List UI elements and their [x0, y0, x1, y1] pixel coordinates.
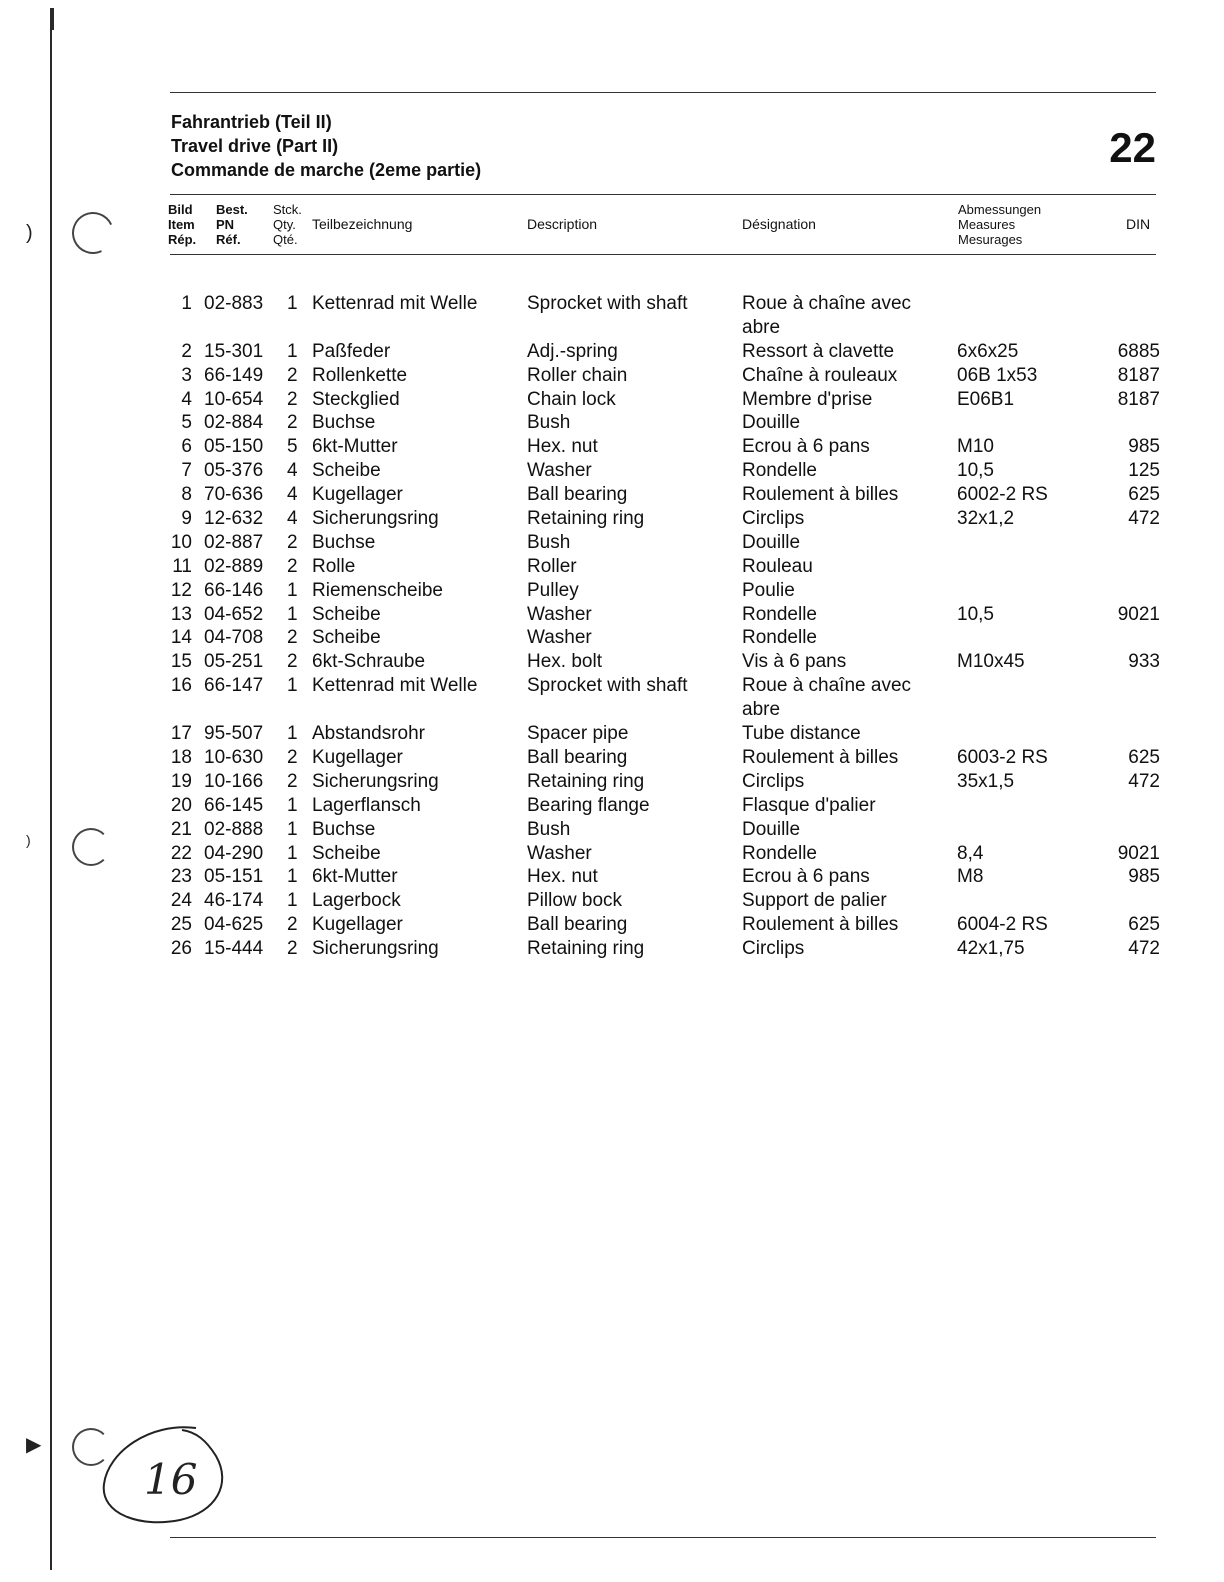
cell-din-standard: 472: [1128, 508, 1160, 530]
edge-mark-middle: ): [26, 832, 31, 848]
cell-quantity: 2: [287, 651, 298, 673]
cell-item-number: 18: [170, 746, 192, 768]
cell-quantity: 2: [287, 770, 298, 792]
table-row: [0, 626, 1224, 650]
cell-measures: 6003-2 RS: [957, 746, 1048, 768]
cell-item-number: 5: [181, 412, 192, 434]
header-bottom-rule: [170, 254, 1156, 255]
cell-french-designation: Roulement à billes: [742, 484, 899, 506]
cell-quantity: 1: [287, 579, 298, 601]
cell-measures: M8: [957, 866, 984, 888]
cell-french-designation: Flasque d'palier: [742, 794, 876, 816]
cell-part-number: 05-376: [204, 460, 264, 482]
cell-part-number: 05-251: [204, 651, 264, 673]
header-qty: Stck. Qty. Qté.: [273, 202, 302, 247]
cell-german-name: Scheibe: [312, 460, 381, 482]
table-row: [0, 483, 1224, 507]
cell-din-standard: 625: [1128, 914, 1160, 936]
cell-english-description: Sprocket with shaft: [527, 293, 688, 314]
cell-french-designation: Tube distance: [742, 723, 861, 745]
cell-din-standard: 8187: [1117, 388, 1160, 410]
cell-english-description: Ball bearing: [527, 746, 628, 768]
cell-quantity: 4: [287, 460, 298, 482]
cell-german-name: Steckglied: [312, 388, 400, 410]
table-row: [0, 913, 1224, 937]
cell-french-designation: Douille: [742, 818, 801, 840]
table-row: [0, 818, 1224, 842]
header-pn: Best. PN Réf.: [216, 202, 248, 247]
cell-part-number: 70-636: [204, 484, 264, 506]
cell-item-number: 4: [181, 388, 192, 410]
cell-part-number: 10-654: [204, 388, 264, 410]
table-row: [0, 650, 1224, 674]
title-french: Commande de marche (2eme partie): [171, 160, 482, 180]
header-german: Teilbezeichnung: [312, 216, 413, 232]
title-block: [171, 110, 481, 182]
cell-english-description: Bush: [527, 531, 571, 553]
header-item: Bild Item Rép.: [168, 202, 197, 247]
cell-item-number: 23: [170, 866, 192, 888]
table-row: [0, 865, 1224, 889]
cell-quantity: 1: [287, 723, 298, 745]
top-rule: [170, 92, 1156, 93]
table-row: [0, 674, 1224, 722]
parts-list: [0, 292, 1224, 961]
cell-french-designation: Roulement à billes: [742, 914, 899, 936]
cell-english-description: Washer: [527, 603, 592, 625]
cell-french-designation: Roue à chaîne avec abre: [742, 293, 912, 338]
cell-quantity: 1: [287, 866, 298, 888]
cell-english-description: Sprocket with shaft: [527, 675, 688, 697]
cell-part-number: 04-708: [204, 627, 264, 649]
cell-item-number: 25: [170, 914, 192, 936]
cell-part-number: 02-888: [204, 818, 264, 840]
cell-english-description: Pulley: [527, 579, 579, 601]
cell-part-number: 46-174: [204, 890, 264, 912]
cell-english-description: Retaining ring: [527, 508, 645, 530]
table-row: [0, 579, 1224, 603]
cell-part-number: 66-147: [204, 675, 264, 697]
cell-quantity: 1: [287, 293, 298, 314]
cell-part-number: 66-146: [204, 579, 264, 601]
header-top-rule: [170, 194, 1156, 195]
cell-part-number: 10-630: [204, 746, 264, 768]
cell-quantity: 2: [287, 531, 298, 553]
table-row: [0, 770, 1224, 794]
cell-german-name: Kugellager: [312, 914, 403, 936]
cell-item-number: 10: [170, 531, 192, 553]
cell-din-standard: 985: [1128, 436, 1160, 458]
cell-din-standard: 9021: [1117, 603, 1160, 625]
cell-quantity: 1: [287, 890, 298, 912]
header-measures: Abmessungen Measures Mesurages: [958, 202, 1042, 247]
table-row: [0, 459, 1224, 483]
cell-german-name: Rolle: [312, 555, 356, 577]
cell-english-description: Retaining ring: [527, 770, 645, 792]
table-row: [0, 889, 1224, 913]
handwritten-number: 16: [144, 1455, 198, 1504]
cell-measures: 42x1,75: [957, 938, 1025, 960]
table-row: [0, 531, 1224, 555]
cell-item-number: 19: [170, 770, 192, 792]
title-german: Fahrantrieb (Teil II): [171, 112, 332, 132]
table-row: [0, 794, 1224, 818]
table-row: [0, 292, 1224, 340]
cell-french-designation: Support de palier: [742, 890, 887, 912]
handwritten-circled-note: [100, 1422, 228, 1526]
cell-quantity: 2: [287, 746, 298, 768]
cell-english-description: Bearing flange: [527, 794, 650, 816]
cell-french-designation: Rondelle: [742, 460, 817, 482]
cell-measures: 06B 1x53: [957, 364, 1038, 386]
cell-german-name: 6kt-Mutter: [312, 436, 398, 458]
cell-german-name: Sicherungsring: [312, 938, 439, 960]
table-row: [0, 411, 1224, 435]
cell-english-description: Pillow bock: [527, 890, 623, 912]
cell-din-standard: 8187: [1117, 364, 1160, 386]
cell-item-number: 15: [170, 651, 192, 673]
cell-french-designation: Ressort à clavette: [742, 340, 895, 362]
title-english: Travel drive (Part II): [171, 136, 339, 156]
cell-english-description: Washer: [527, 460, 592, 482]
cell-quantity: 1: [287, 842, 298, 864]
cell-part-number: 66-149: [204, 364, 264, 386]
cell-english-description: Adj.-spring: [527, 340, 618, 362]
cell-french-designation: Poulie: [742, 579, 795, 601]
cell-french-designation: Douille: [742, 412, 801, 434]
cell-item-number: 17: [170, 723, 192, 745]
cell-part-number: 10-166: [204, 770, 264, 792]
cell-part-number: 05-151: [204, 866, 264, 888]
cell-part-number: 02-887: [204, 531, 264, 553]
cell-french-designation: Circlips: [742, 938, 805, 960]
cell-measures: 10,5: [957, 460, 994, 482]
cell-german-name: Lagerflansch: [312, 794, 421, 816]
cell-item-number: 21: [170, 818, 192, 840]
cell-item-number: 7: [181, 460, 192, 482]
cell-german-name: Sicherungsring: [312, 508, 439, 530]
cell-part-number: 95-507: [204, 723, 264, 745]
cell-german-name: Buchse: [312, 412, 376, 434]
cell-french-designation: Ecrou à 6 pans: [742, 866, 870, 888]
cell-item-number: 20: [170, 794, 192, 816]
cell-item-number: 26: [170, 938, 192, 960]
cell-english-description: Ball bearing: [527, 914, 628, 936]
cell-english-description: Retaining ring: [527, 938, 645, 960]
cell-quantity: 1: [287, 603, 298, 625]
column-headers: [0, 200, 1224, 252]
cell-part-number: 02-889: [204, 555, 264, 577]
cell-measures: M10x45: [957, 651, 1025, 673]
cell-item-number: 1: [181, 293, 192, 314]
cell-din-standard: 472: [1128, 938, 1160, 960]
cell-measures: E06B1: [957, 388, 1015, 410]
cell-measures: 32x1,2: [957, 508, 1015, 530]
cell-item-number: 13: [170, 603, 192, 625]
cell-french-designation: Chaîne à rouleaux: [742, 364, 898, 386]
cell-german-name: Riemenscheibe: [312, 579, 443, 601]
cell-german-name: Kugellager: [312, 484, 403, 506]
cell-item-number: 6: [181, 436, 192, 458]
cell-item-number: 11: [172, 555, 192, 577]
cell-measures: 35x1,5: [957, 770, 1015, 792]
cell-measures: 8,4: [957, 842, 984, 864]
cell-part-number: 15-444: [204, 938, 264, 960]
table-row: [0, 507, 1224, 531]
cell-din-standard: 472: [1128, 770, 1160, 792]
cell-french-designation: Circlips: [742, 508, 805, 530]
cell-item-number: 16: [170, 675, 192, 697]
cell-part-number: 02-883: [204, 293, 264, 314]
cell-part-number: 04-652: [204, 603, 264, 625]
cell-item-number: 8: [181, 484, 192, 506]
cell-part-number: 66-145: [204, 794, 264, 816]
cell-english-description: Chain lock: [527, 388, 616, 410]
table-row: [0, 388, 1224, 412]
cell-german-name: Scheibe: [312, 627, 381, 649]
cell-item-number: 24: [170, 890, 192, 912]
table-row: [0, 746, 1224, 770]
cell-item-number: 2: [181, 340, 192, 362]
cell-german-name: Kettenrad mit Welle: [312, 293, 478, 314]
header-french: Désignation: [742, 216, 816, 232]
cell-german-name: Lagerbock: [312, 890, 401, 912]
cell-quantity: 2: [287, 627, 298, 649]
cell-din-standard: 625: [1128, 484, 1160, 506]
table-row: [0, 364, 1224, 388]
cell-german-name: Sicherungsring: [312, 770, 439, 792]
cell-french-designation: Ecrou à 6 pans: [742, 436, 870, 458]
cell-din-standard: 985: [1128, 866, 1160, 888]
cell-quantity: 1: [287, 340, 298, 362]
cell-german-name: Rollenkette: [312, 364, 408, 386]
cell-german-name: Kettenrad mit Welle: [312, 675, 478, 697]
cell-english-description: Hex. nut: [527, 866, 598, 888]
cell-item-number: 3: [181, 364, 192, 386]
cell-german-name: Buchse: [312, 818, 376, 840]
cell-part-number: 04-625: [204, 914, 264, 936]
header-din: DIN: [1126, 216, 1151, 232]
cell-french-designation: Rondelle: [742, 627, 817, 649]
cell-part-number: 15-301: [204, 340, 264, 362]
cell-french-designation: Circlips: [742, 770, 805, 792]
table-row: [0, 435, 1224, 459]
cell-english-description: Hex. bolt: [527, 651, 602, 673]
table-row: [0, 842, 1224, 866]
edge-mark-top: ): [26, 222, 33, 244]
cell-measures: 6004-2 RS: [957, 914, 1048, 936]
cell-measures: 6x6x25: [957, 340, 1019, 362]
cell-english-description: Washer: [527, 627, 592, 649]
cell-quantity: 2: [287, 914, 298, 936]
cell-german-name: Scheibe: [312, 842, 381, 864]
cell-din-standard: 933: [1128, 651, 1160, 673]
header-english: Description: [527, 216, 598, 232]
table-row: [0, 555, 1224, 579]
cell-german-name: Buchse: [312, 531, 376, 553]
cell-part-number: 12-632: [204, 508, 264, 530]
cell-part-number: 02-884: [204, 412, 264, 434]
cell-english-description: Hex. nut: [527, 436, 598, 458]
cell-quantity: 4: [287, 508, 298, 530]
cell-english-description: Washer: [527, 842, 592, 864]
table-row: [0, 937, 1224, 961]
binder-corner-tick: [52, 8, 54, 30]
cell-din-standard: 625: [1128, 746, 1160, 768]
table-row: [0, 603, 1224, 627]
table-row: [0, 722, 1224, 746]
cell-french-designation: Vis à 6 pans: [742, 651, 847, 673]
cell-quantity: 4: [287, 484, 298, 506]
cell-part-number: 04-290: [204, 842, 264, 864]
cell-german-name: Kugellager: [312, 746, 403, 768]
cell-quantity: 5: [287, 436, 298, 458]
cell-german-name: Abstandsrohr: [312, 723, 426, 745]
cell-item-number: 12: [170, 579, 192, 601]
cell-german-name: Scheibe: [312, 603, 381, 625]
cell-quantity: 2: [287, 388, 298, 410]
cell-french-designation: Membre d'prise: [742, 388, 873, 410]
cell-french-designation: Rondelle: [742, 603, 817, 625]
cell-german-name: 6kt-Mutter: [312, 866, 398, 888]
cell-french-designation: Douille: [742, 531, 801, 553]
edge-mark-bottom: ▶: [26, 1434, 42, 1456]
cell-french-designation: Roue à chaîne avec abre: [742, 675, 912, 721]
cell-quantity: 2: [287, 364, 298, 386]
bottom-rule: [170, 1537, 1156, 1538]
page-number: 22: [1109, 124, 1156, 171]
cell-measures: M10: [957, 436, 994, 458]
cell-item-number: 9: [181, 508, 192, 530]
cell-quantity: 1: [287, 794, 298, 816]
cell-measures: 6002-2 RS: [957, 484, 1048, 506]
cell-quantity: 2: [287, 555, 298, 577]
cell-german-name: Paßfeder: [312, 340, 391, 362]
cell-french-designation: Rondelle: [742, 842, 817, 864]
cell-din-standard: 9021: [1117, 842, 1160, 864]
table-row: [0, 340, 1224, 364]
cell-item-number: 14: [170, 627, 192, 649]
cell-english-description: Roller chain: [527, 364, 628, 386]
cell-part-number: 05-150: [204, 436, 264, 458]
cell-din-standard: 125: [1128, 460, 1160, 482]
cell-measures: 10,5: [957, 603, 994, 625]
cell-quantity: 1: [287, 675, 298, 697]
cell-quantity: 2: [287, 938, 298, 960]
cell-quantity: 2: [287, 412, 298, 434]
cell-item-number: 22: [170, 842, 192, 864]
cell-english-description: Ball bearing: [527, 484, 628, 506]
cell-english-description: Bush: [527, 412, 571, 434]
cell-din-standard: 6885: [1117, 340, 1160, 362]
cell-french-designation: Roulement à billes: [742, 746, 899, 768]
cell-english-description: Spacer pipe: [527, 723, 629, 745]
cell-quantity: 1: [287, 818, 298, 840]
cell-german-name: 6kt-Schraube: [312, 651, 426, 673]
cell-english-description: Bush: [527, 818, 571, 840]
cell-french-designation: Rouleau: [742, 555, 813, 577]
cell-english-description: Roller: [527, 555, 577, 577]
